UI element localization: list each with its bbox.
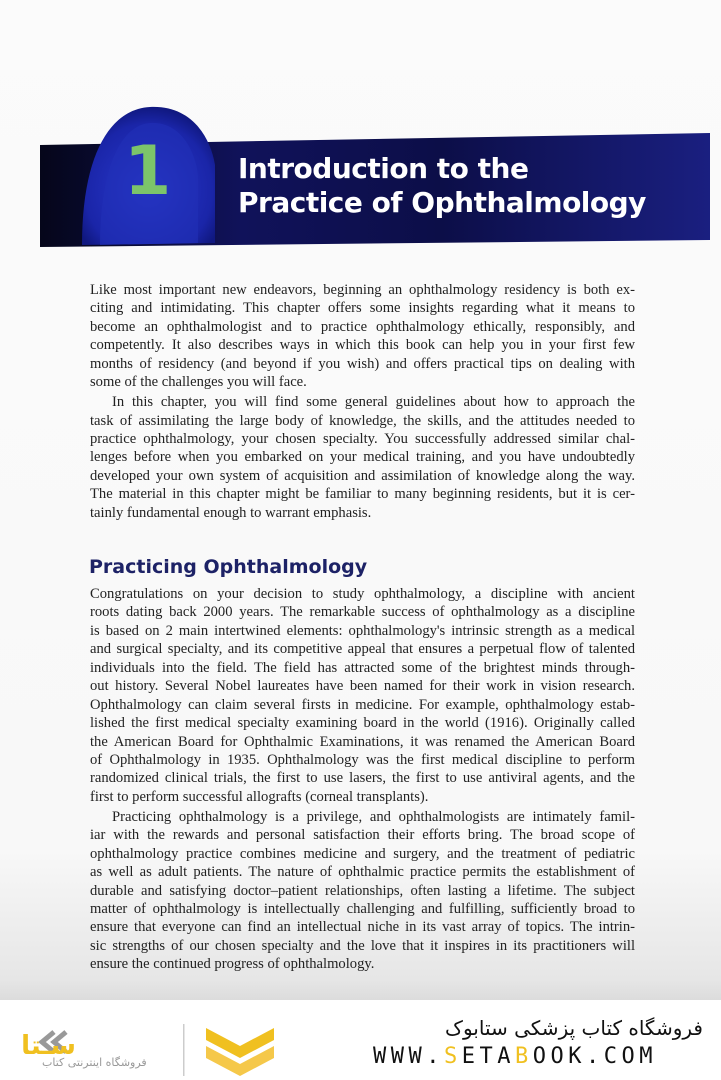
logo-subtitle: فروشگاه اینترنتی کتاب xyxy=(42,1056,147,1069)
text-line: months of residency (and beyond if you wish) and offers practical tips on dealing with xyxy=(90,355,635,372)
intro-text xyxy=(90,281,635,522)
text-line: practice ophthalmology, your chosen specialty. You successfully addressed similar chal- xyxy=(90,431,635,447)
section-heading: Practicing Ophthalmology xyxy=(89,556,368,578)
text-line: ensure the continued progress of ophthalmology. xyxy=(90,956,375,973)
text-line: is based on 2 main intertwined elements: ophthalmology's intrinsic strength as a medical xyxy=(90,622,635,639)
chapter-title xyxy=(238,152,646,220)
text-line: task of assimilating the large body of knowledge, the skills, and the attitudes needed to xyxy=(90,412,635,429)
text-line: some of the challenges you will face. xyxy=(90,374,307,391)
text-line: matter of ophthalmology is intellectually challenging and fulfilling, sufficiently broad to xyxy=(90,900,635,917)
text-line: ensure that everyone can find an intellectual niche in its vast array of topics. The intrin- xyxy=(90,919,635,936)
text-line: first to perform successful allografts (corneal transplants). xyxy=(90,788,429,805)
text-line: roots dating back 2000 years. The remarkable success of ophthalmology as a discipline xyxy=(90,604,635,621)
text-line: The material in this chapter might be familiar to many beginning residents, but it is cer- xyxy=(90,486,635,503)
paragraph xyxy=(90,585,635,806)
paragraph xyxy=(90,393,635,522)
text-line: lished the first medical specialty examining board in the world (1916). Originally called xyxy=(90,715,635,732)
store-url[interactable] xyxy=(373,1044,657,1069)
store-name: فروشگاه کتاب پزشکی ستابوک xyxy=(445,1016,703,1040)
paragraph xyxy=(90,281,635,392)
svg-text:سـتا: سـتا xyxy=(21,1031,76,1061)
text-line: durable and satisfying doctor–patient relationships, often lasting a lifetime. The subject xyxy=(90,882,635,899)
text-line: of Ophthalmology in 1935. Ophthalmology was the first medical discipline to perform xyxy=(90,751,635,768)
url-part: OOK.COM xyxy=(532,1044,657,1069)
text-line: Like most important new endeavors, beginning an ophthalmology residency is both ex- xyxy=(90,282,635,298)
url-part: WWW. xyxy=(373,1044,444,1069)
text-line: the American Board for Ophthalmic Examinations, it was renamed the American Board xyxy=(90,733,635,750)
url-part: B xyxy=(514,1044,533,1069)
text-line: sic strengths of our chosen specialty and the love that it inspires in its practitioners will xyxy=(90,937,635,954)
text-line: and surgical specialty, and its competitive appeal that ensures a perpetual flow of talented xyxy=(90,641,635,658)
text-line: lenges before when you embarked on your medical training, and you have undoubtedly xyxy=(90,449,635,466)
text-line: Ophthalmology can claim several firsts in medicine. For example, ophthalmology estab- xyxy=(90,696,635,713)
text-line: individuals into the field. The field has attracted some of the brightest minds through- xyxy=(90,659,635,676)
text-line: randomized clinical trials, the first to use lasers, the first to use antiviral agents, and the xyxy=(90,770,635,787)
text-line: tainly fundamental enough to warrant emphasis. xyxy=(90,504,372,521)
text-line: Practicing ophthalmology is a privilege, and ophthalmologists are intimately famil- xyxy=(112,808,635,825)
text-line: competently. It also describes ways in which this book can help you in your first few xyxy=(90,337,635,354)
text-line: become an ophthalmologist and to practice ophthalmology ethically, responsibly, and xyxy=(90,318,635,335)
url-part: ETA xyxy=(461,1044,515,1069)
text-line: In this chapter, you will find some general guidelines about how to approach the xyxy=(112,394,635,411)
paragraph xyxy=(90,808,635,974)
text-line: as well as adult patients. The nature of ophthalmic practice permits the establishment of xyxy=(90,864,635,881)
text-line: developed your own system of acquisition and assimilation of knowledge along the way. xyxy=(90,467,635,484)
chapter-title-line: Introduction to the xyxy=(238,152,529,185)
text-line: citing and intimidating. This chapter offers some insights regarding what it means to xyxy=(90,300,635,317)
text-line: out history. Several Nobel laureates have been named for their work in vision research. xyxy=(90,678,635,695)
chapter-title-line: Practice of Ophthalmology xyxy=(238,186,646,219)
text-line: iar with the rewards and personal satisfaction their efforts bring. The broad scope of xyxy=(90,827,635,844)
setabook-logo xyxy=(21,1020,276,1080)
text-line: Congratulations on your decision to study ophthalmology, a discipline with ancient xyxy=(90,586,635,602)
url-part: S xyxy=(443,1044,462,1069)
text-line: ophthalmology practice combines medicine and surgery, and the treatment of pediatric xyxy=(90,845,635,862)
section-text xyxy=(90,585,635,974)
chapter-number: 1 xyxy=(124,132,172,211)
store-footer xyxy=(0,1000,721,1080)
